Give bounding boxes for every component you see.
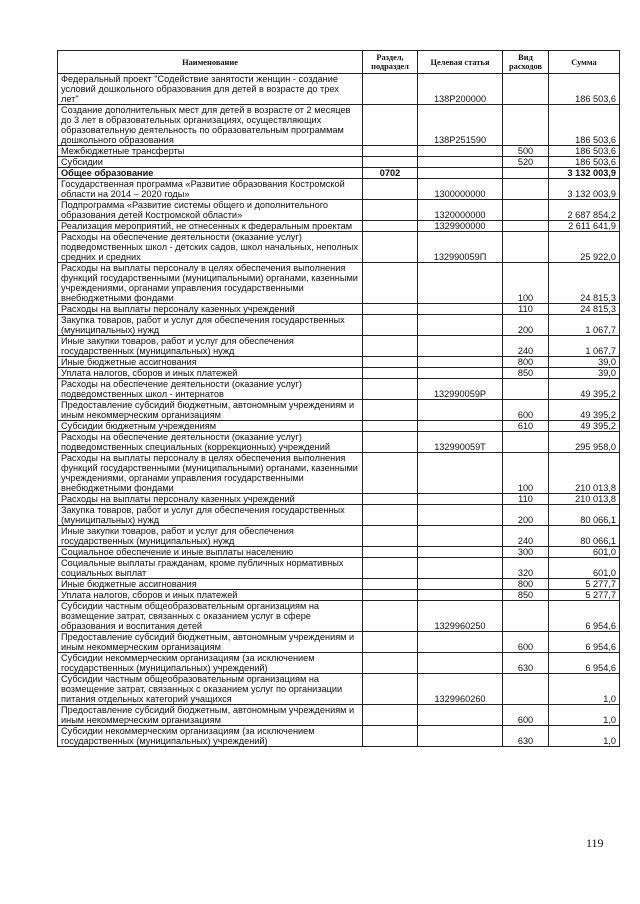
row-type: 110 — [503, 494, 549, 505]
row-type: 800 — [503, 579, 549, 590]
row-name: Создание дополнительных мест для детей в возрасте от 2 месяцев до 3 лет в образовательных организациях, осуществляющих образовательную деятельность по образовательным программам дошкольного образования — [58, 105, 363, 146]
row-type: 300 — [503, 547, 549, 558]
row-section — [363, 726, 418, 747]
row-section — [363, 590, 418, 601]
table-row — [58, 579, 620, 590]
row-section — [363, 432, 418, 453]
row-name: Закупка товаров, работ и услуг для обеспечения государственных (муниципальных) нужд — [58, 505, 363, 526]
row-sum: 6 954,6 — [549, 653, 620, 674]
table-row — [58, 453, 620, 494]
row-sum: 186 503,6 — [549, 157, 620, 168]
row-section — [363, 601, 418, 632]
row-name: Государственная программа «Развитие образования Костромской области на 2014 – 2020 годы» — [58, 179, 363, 200]
row-sum: 1,0 — [549, 726, 620, 747]
row-section — [363, 105, 418, 146]
row-section — [363, 421, 418, 432]
row-name: Реализация мероприятий, не отнесенных к федеральным проектам — [58, 221, 363, 232]
budget-table — [57, 50, 620, 747]
table-row — [58, 357, 620, 368]
row-section — [363, 632, 418, 653]
row-sum: 186 503,6 — [549, 105, 620, 146]
row-section — [363, 315, 418, 336]
header-type: Вид расходов — [503, 51, 549, 74]
table-row — [58, 526, 620, 547]
row-type — [503, 105, 549, 146]
row-name: Расходы на выплаты персоналу казенных учреждений — [58, 494, 363, 505]
header-section: Раздел, подраздел — [363, 51, 418, 74]
row-name: Уплата налогов, сборов и иных платежей — [58, 590, 363, 601]
row-section — [363, 653, 418, 674]
row-target — [418, 494, 503, 505]
row-section — [363, 179, 418, 200]
row-name: Закупка товаров, работ и услуг для обеспечения государственных (муниципальных) нужд — [58, 315, 363, 336]
row-type: 850 — [503, 590, 549, 601]
row-target — [418, 157, 503, 168]
table-row — [58, 674, 620, 705]
table-row — [58, 505, 620, 526]
table-row — [58, 304, 620, 315]
table-row — [58, 368, 620, 379]
row-name: Подпрограмма «Развитие системы общего и дополнительного образования детей Костромской области» — [58, 200, 363, 221]
row-target — [418, 632, 503, 653]
row-sum: 1,0 — [549, 674, 620, 705]
row-type: 200 — [503, 505, 549, 526]
row-name: Предоставление субсидий бюджетным, автономным учреждениям и иным некоммерческим организациям — [58, 705, 363, 726]
row-name: Субсидии — [58, 157, 363, 168]
row-type — [503, 601, 549, 632]
row-target — [418, 453, 503, 494]
table-body — [58, 74, 620, 747]
row-name: Предоставление субсидий бюджетным, автономным учреждениям и иным некоммерческим организациям — [58, 632, 363, 653]
row-section — [363, 705, 418, 726]
row-type — [503, 179, 549, 200]
row-type: 630 — [503, 726, 549, 747]
row-name: Расходы на обеспечение деятельности (оказание услуг) подведомственных школ - детских садов, школ начальных, неполных средних и средних — [58, 232, 363, 263]
row-target — [418, 168, 503, 179]
table-row — [58, 432, 620, 453]
row-sum: 39,0 — [549, 357, 620, 368]
row-name: Расходы на обеспечение деятельности (оказание услуг) подведомственных специальных (коррекционных) учреждений — [58, 432, 363, 453]
row-type: 100 — [503, 263, 549, 304]
row-type — [503, 200, 549, 221]
row-target: 132990059П — [418, 232, 503, 263]
table-row — [58, 547, 620, 558]
row-sum: 1,0 — [549, 705, 620, 726]
row-name: Субсидии частным общеобразовательным организациям на возмещение затрат, связанных с оказанием услуг по организации питания отдельных категорий учащихся — [58, 674, 363, 705]
table-row — [58, 726, 620, 747]
row-name: Предоставление субсидий бюджетным, автономным учреждениям и иным некоммерческим организациям — [58, 400, 363, 421]
row-type — [503, 74, 549, 105]
row-target: 1329960250 — [418, 601, 503, 632]
table-row — [58, 157, 620, 168]
row-section: 0702 — [363, 168, 418, 179]
row-sum: 3 132 003,9 — [549, 168, 620, 179]
row-section — [363, 505, 418, 526]
row-name: Субсидии бюджетным учреждениям — [58, 421, 363, 432]
row-name: Иные бюджетные ассигнования — [58, 357, 363, 368]
row-section — [363, 200, 418, 221]
table-header-row — [58, 51, 620, 74]
table-row — [58, 263, 620, 304]
row-target: 132990059Т — [418, 432, 503, 453]
table-row — [58, 400, 620, 421]
row-target — [418, 146, 503, 157]
row-section — [363, 674, 418, 705]
row-target — [418, 505, 503, 526]
row-section — [363, 368, 418, 379]
table-row — [58, 200, 620, 221]
row-name: Уплата налогов, сборов и иных платежей — [58, 368, 363, 379]
row-sum: 24 815,3 — [549, 304, 620, 315]
row-target: 132990059Р — [418, 379, 503, 400]
row-name: Расходы на выплаты персоналу казенных учреждений — [58, 304, 363, 315]
row-sum: 80 066,1 — [549, 526, 620, 547]
row-name: Межбюджетные трансферты — [58, 146, 363, 157]
row-target — [418, 304, 503, 315]
row-target — [418, 336, 503, 357]
table-row — [58, 653, 620, 674]
row-target — [418, 547, 503, 558]
page-number: 119 — [586, 836, 604, 850]
row-name: Иные закупки товаров, работ и услуг для обеспечения государственных (муниципальных) нужд — [58, 336, 363, 357]
row-sum: 6 954,6 — [549, 601, 620, 632]
row-type — [503, 432, 549, 453]
table-row — [58, 179, 620, 200]
row-sum: 601,0 — [549, 558, 620, 579]
row-sum: 3 132 003,9 — [549, 179, 620, 200]
row-name: Социальные выплаты гражданам, кроме публичных нормативных социальных выплат — [58, 558, 363, 579]
table-row — [58, 232, 620, 263]
table-row — [58, 74, 620, 105]
row-sum: 2 611 641,9 — [549, 221, 620, 232]
row-section — [363, 336, 418, 357]
row-type: 500 — [503, 146, 549, 157]
row-sum: 1 067,7 — [549, 315, 620, 336]
row-target — [418, 421, 503, 432]
row-sum: 24 815,3 — [549, 263, 620, 304]
header-sum: Сумма — [549, 51, 620, 74]
row-name: Субсидии некоммерческим организациям (за исключением государственных (муниципальных) учреждений) — [58, 726, 363, 747]
row-target: 138P200000 — [418, 74, 503, 105]
row-name: Расходы на обеспечение деятельности (оказание услуг) подведомственных школ - интернатов — [58, 379, 363, 400]
row-type: 100 — [503, 453, 549, 494]
table-row — [58, 601, 620, 632]
row-sum: 186 503,6 — [549, 74, 620, 105]
row-section — [363, 221, 418, 232]
row-type — [503, 168, 549, 179]
row-sum: 2 687 854,2 — [549, 200, 620, 221]
row-type: 600 — [503, 632, 549, 653]
row-sum: 80 066,1 — [549, 505, 620, 526]
row-target — [418, 558, 503, 579]
row-type: 600 — [503, 705, 549, 726]
table-row — [58, 558, 620, 579]
row-sum: 39,0 — [549, 368, 620, 379]
row-sum: 295 958,0 — [549, 432, 620, 453]
table-row — [58, 379, 620, 400]
row-sum: 6 954,6 — [549, 632, 620, 653]
row-type: 520 — [503, 157, 549, 168]
table-row — [58, 705, 620, 726]
row-section — [363, 232, 418, 263]
row-name: Общее образование — [58, 168, 363, 179]
row-target: 138P251590 — [418, 105, 503, 146]
row-sum: 49 395,2 — [549, 400, 620, 421]
row-type: 630 — [503, 653, 549, 674]
row-type: 610 — [503, 421, 549, 432]
row-type — [503, 379, 549, 400]
table-row — [58, 494, 620, 505]
row-target: 1329900000 — [418, 221, 503, 232]
row-sum: 5 277,7 — [549, 579, 620, 590]
table-row — [58, 105, 620, 146]
row-sum: 5 277,7 — [549, 590, 620, 601]
row-type: 240 — [503, 336, 549, 357]
row-name: Иные бюджетные ассигнования — [58, 579, 363, 590]
row-section — [363, 304, 418, 315]
row-name: Расходы на выплаты персоналу в целях обеспечения выполнения функций государственными (муниципальными) органами, казенными учреждениями, органами управления государственными внебюджетными фондами — [58, 263, 363, 304]
row-sum: 1 067,7 — [549, 336, 620, 357]
table-row — [58, 168, 620, 179]
row-section — [363, 579, 418, 590]
table-row — [58, 632, 620, 653]
row-target — [418, 526, 503, 547]
row-target — [418, 263, 503, 304]
row-target — [418, 705, 503, 726]
table-row — [58, 221, 620, 232]
row-type: 800 — [503, 357, 549, 368]
row-name: Федеральный проект "Содействие занятости женщин - создание условий дошкольного образования для детей в возрасте до трех лет" — [58, 74, 363, 105]
row-section — [363, 453, 418, 494]
row-section — [363, 357, 418, 368]
header-name: Наименование — [58, 51, 363, 74]
row-target — [418, 315, 503, 336]
row-section — [363, 400, 418, 421]
row-target — [418, 368, 503, 379]
row-target — [418, 400, 503, 421]
row-section — [363, 494, 418, 505]
row-type: 320 — [503, 558, 549, 579]
row-section — [363, 379, 418, 400]
row-target: 1320000000 — [418, 200, 503, 221]
row-target — [418, 653, 503, 674]
row-target — [418, 357, 503, 368]
row-name: Расходы на выплаты персоналу в целях обеспечения выполнения функций государственными (муниципальными) органами, казенными учреждениями, органами управления государственными внебюджетными фондами — [58, 453, 363, 494]
row-target: 1329960260 — [418, 674, 503, 705]
row-type: 600 — [503, 400, 549, 421]
row-name: Субсидии частным общеобразовательным организациям на возмещение затрат, связанных с оказанием услуг в сфере образования и воспитания детей — [58, 601, 363, 632]
row-section — [363, 146, 418, 157]
row-section — [363, 558, 418, 579]
row-type: 110 — [503, 304, 549, 315]
row-type — [503, 232, 549, 263]
row-target — [418, 590, 503, 601]
table-row — [58, 315, 620, 336]
row-target: 1300000000 — [418, 179, 503, 200]
row-sum: 210 013,8 — [549, 453, 620, 494]
row-sum: 49 395,2 — [549, 421, 620, 432]
row-name: Социальное обеспечение и иные выплаты населению — [58, 547, 363, 558]
row-target — [418, 726, 503, 747]
row-sum: 25 922,0 — [549, 232, 620, 263]
row-type — [503, 221, 549, 232]
row-sum: 186 503,6 — [549, 146, 620, 157]
row-type: 240 — [503, 526, 549, 547]
row-sum: 49 395,2 — [549, 379, 620, 400]
row-section — [363, 526, 418, 547]
row-section — [363, 157, 418, 168]
table-row — [58, 421, 620, 432]
row-sum: 601,0 — [549, 547, 620, 558]
table-row — [58, 146, 620, 157]
table-row — [58, 590, 620, 601]
row-section — [363, 263, 418, 304]
row-name: Иные закупки товаров, работ и услуг для обеспечения государственных (муниципальных) нужд — [58, 526, 363, 547]
row-type — [503, 674, 549, 705]
row-section — [363, 74, 418, 105]
row-name: Субсидии некоммерческим организациям (за исключением государственных (муниципальных) учреждений) — [58, 653, 363, 674]
row-section — [363, 547, 418, 558]
row-type: 200 — [503, 315, 549, 336]
table-row — [58, 336, 620, 357]
row-type: 850 — [503, 368, 549, 379]
row-sum: 210 013,8 — [549, 494, 620, 505]
row-target — [418, 579, 503, 590]
header-target: Целевая статья — [418, 51, 503, 74]
